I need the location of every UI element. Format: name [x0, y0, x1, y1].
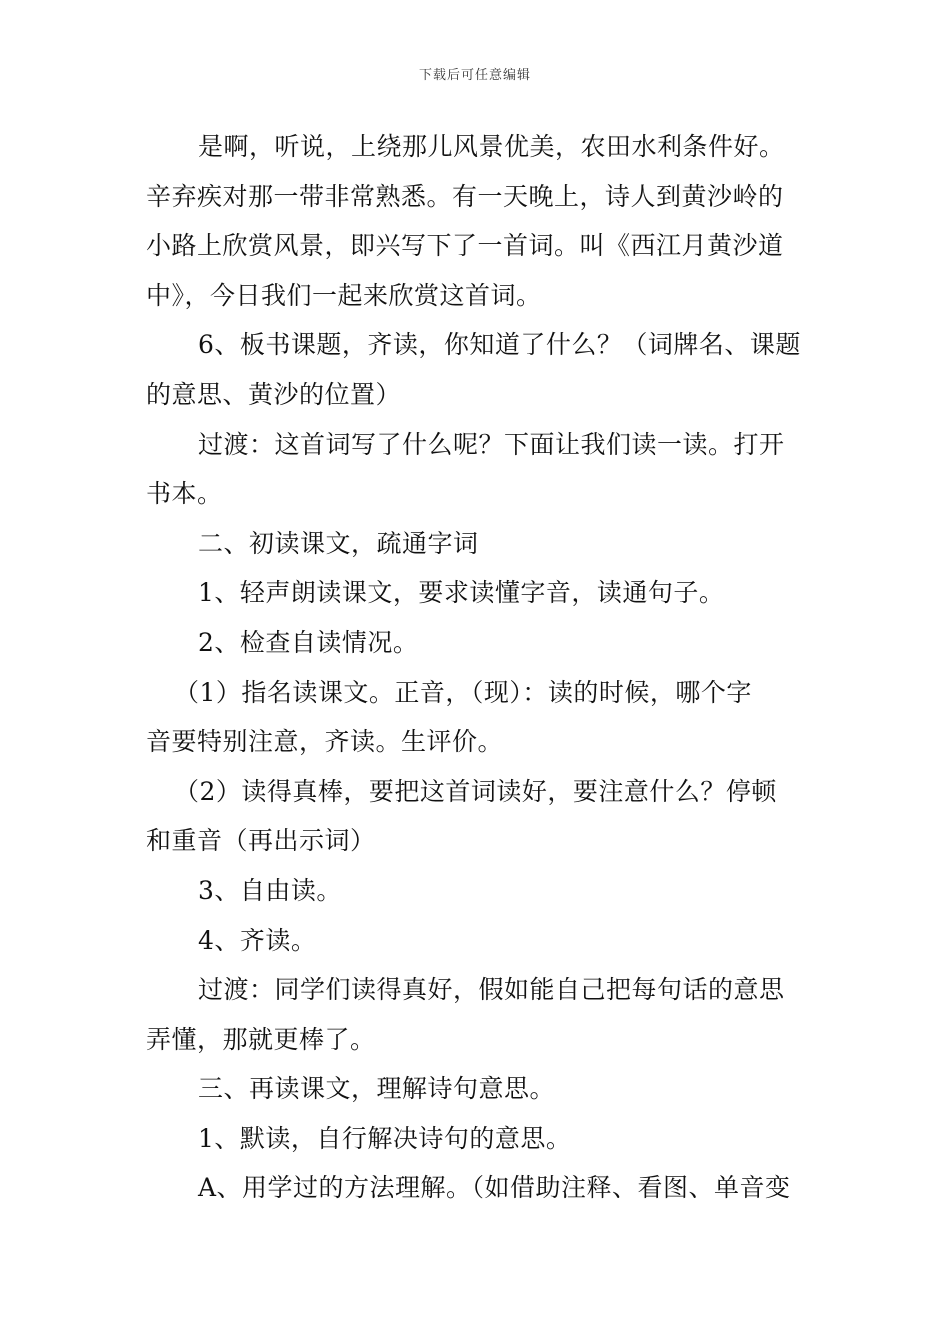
text-line: 6、板书课题，齐读，你知道了什么？（词牌名、课题: [198, 330, 801, 360]
text-line: 辛弃疾对那一带非常熟悉。有一天晚上，诗人到黄沙岭的: [146, 181, 784, 211]
text-line: 二、初读课文，疏通字词: [198, 528, 479, 558]
text-line: 音要特别注意，齐读。生评价。: [146, 727, 504, 757]
text-line: 2、检查自读情况。: [198, 627, 419, 657]
page-header: 下载后可任意编辑: [418, 68, 531, 83]
text-line: 小路上欣赏风景，即兴写下了一首词。叫《西江月黄沙道: [146, 231, 784, 261]
text-line: 过渡：同学们读得真好，假如能自己把每句话的意思: [198, 975, 785, 1005]
text-line: 的意思、黄沙的位置）: [146, 379, 402, 409]
text-line: （2）读得真棒，要把这首词读好，要注意什么？停顿: [174, 776, 777, 806]
text-line: 弄懂，那就更棒了。: [146, 1024, 376, 1054]
text-line: 过渡：这首词写了什么呢？下面让我们读一读。打开: [198, 429, 785, 459]
text-line: 书本。: [146, 479, 223, 509]
text-line: 中》，今日我们一起来欣赏这首词。: [146, 280, 542, 310]
text-line: 和重音（再出示词）: [146, 826, 376, 856]
text-line: 4、齐读。: [198, 925, 317, 955]
text-line: （1）指名读课文。正音，（现）：读的时候，哪个字: [174, 677, 752, 707]
text-line: 是啊，听说，上绕那儿风景优美，农田水利条件好。: [198, 132, 785, 161]
text-line: 1、默读，自行解决诗句的意思。: [198, 1123, 572, 1153]
document-body: [146, 122, 811, 1213]
text-line: 三、再读课文，理解诗句意思。: [198, 1074, 556, 1104]
text-line: 3、自由读。: [198, 875, 342, 905]
text-line: 1、轻声朗读课文，要求读懂字音，读通句子。: [198, 578, 725, 608]
text-line: A、用学过的方法理解。（如借助注释、看图、单音变: [198, 1173, 791, 1203]
